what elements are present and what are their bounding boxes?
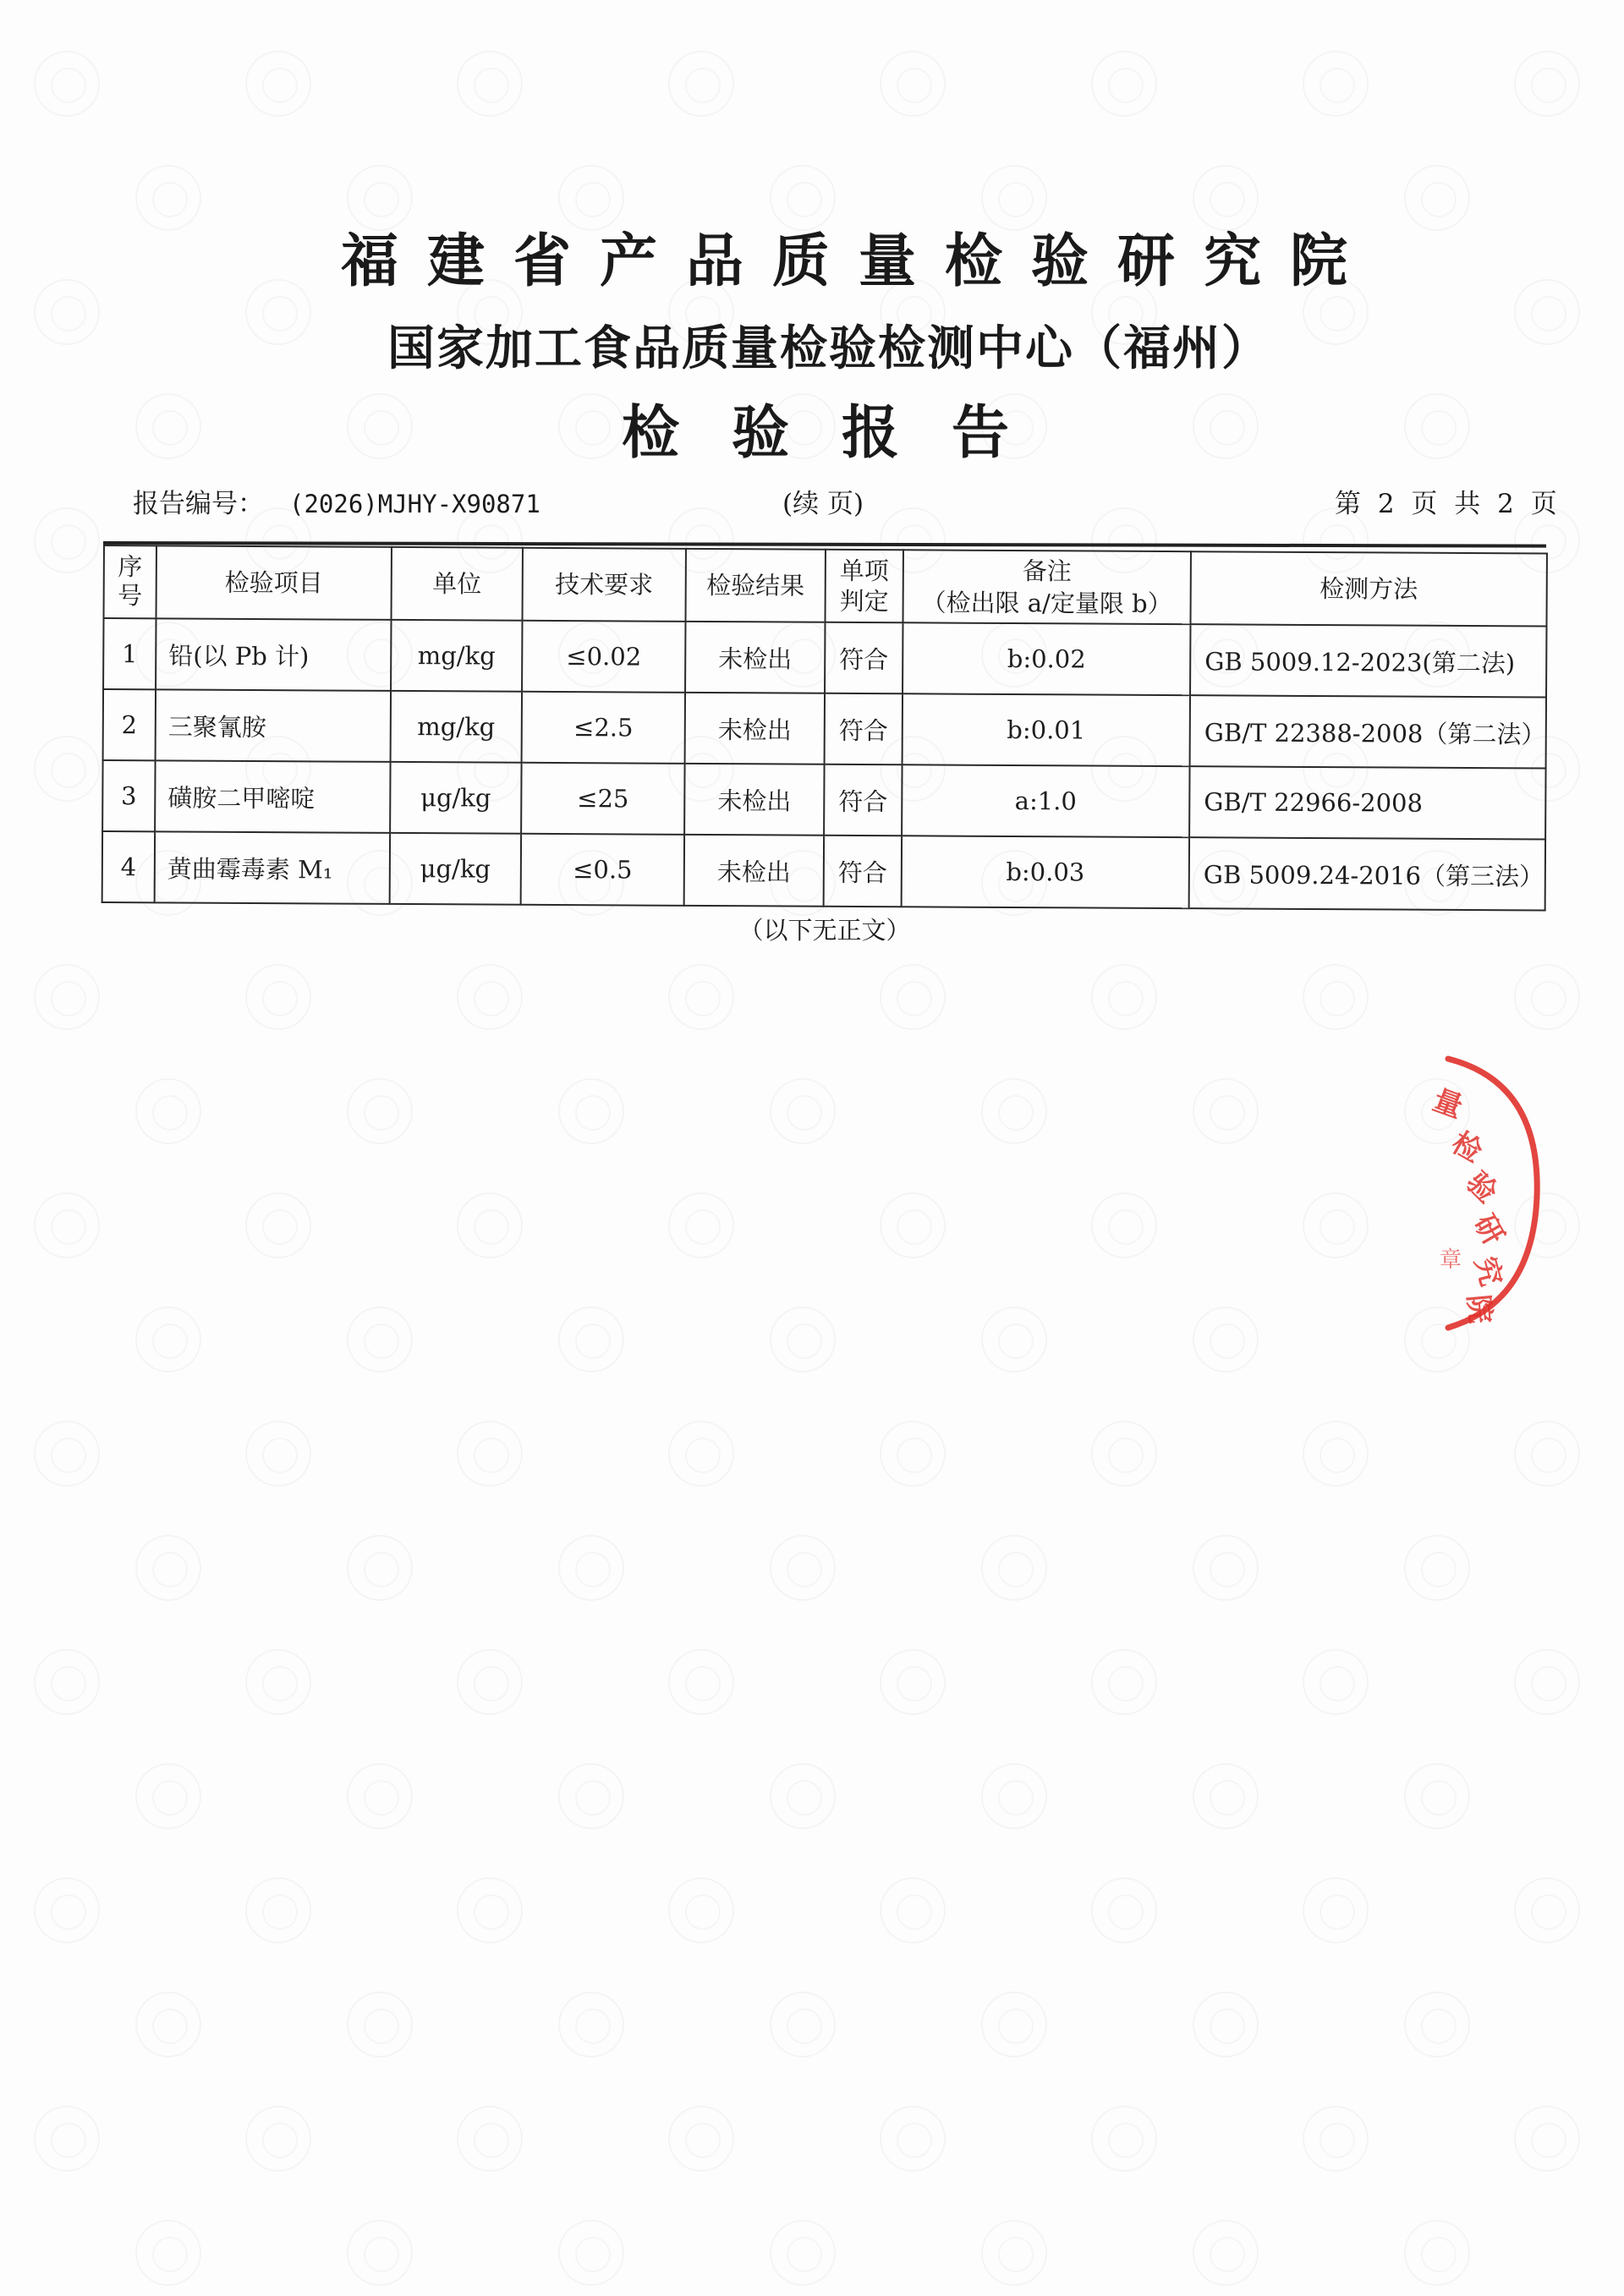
header-unit: 单位 [392,547,523,621]
watermark-mark [245,1192,311,1258]
cell-item: 黄曲霉毒素 M₁ [155,831,390,904]
report-number-label: 报告编号： [133,489,264,519]
center-title: 国家加工食品质量检验检测中心（福州） [387,321,1270,376]
watermark-mark [457,51,523,117]
watermark-mark [668,1192,734,1258]
watermark-mark [1091,51,1157,117]
watermark-mark [457,1192,523,1258]
svg-text:验: 验 [1459,1165,1504,1210]
watermark-mark [1091,2106,1157,2172]
official-seal [1414,1049,1550,1336]
watermark-mark [1303,964,1369,1030]
watermark-mark [457,1421,523,1487]
cell-method: GB/T 22966-2008 [1189,766,1545,839]
header-note [903,550,1190,624]
watermark-mark [34,1192,100,1258]
watermark-mark [245,1421,311,1487]
watermark-mark [770,2220,836,2286]
cell-unit: μg/kg [390,833,521,905]
watermark-mark [34,1421,100,1487]
watermark-mark [245,51,311,117]
cell-requirement: ≤0.5 [521,834,684,906]
watermark-mark [558,2220,624,2286]
watermark-mark [558,1307,624,1373]
institute-title: 福建省产品质量检验研究院 [340,228,1376,295]
cell-seq: 1 [103,618,156,689]
cell-method: GB 5009.12-2023(第二法) [1190,624,1546,697]
watermark-mark [34,2106,100,2172]
watermark-mark [245,2106,311,2172]
header-method: 检测方法 [1190,551,1546,626]
watermark-mark [981,2220,1047,2286]
watermark-mark [880,2106,946,2172]
watermark-mark [1514,51,1580,117]
watermark-mark [135,1535,201,1601]
watermark-mark [1404,1763,1470,1829]
watermark-mark [981,1992,1047,2058]
watermark-mark [981,1078,1047,1144]
svg-text:研: 研 [1467,1208,1511,1251]
header-item: 检验项目 [156,545,392,620]
watermark-mark [245,1649,311,1715]
watermark-mark [347,1763,413,1829]
watermark-mark [135,1078,201,1144]
watermark-mark [558,1078,624,1144]
watermark-mark [770,1535,836,1601]
watermark-mark [347,1535,413,1601]
continued-page-label: (续 页) [782,489,864,519]
watermark-mark [1404,1535,1470,1601]
watermark-mark [1514,1649,1580,1715]
cell-method: GB 5009.24-2016（第三法） [1189,837,1545,910]
cell-item: 三聚氰胺 [156,689,391,762]
watermark-mark [1193,1307,1259,1373]
watermark-mark [558,1992,624,2058]
cell-requirement: ≤0.02 [522,621,685,693]
watermark-mark [347,1078,413,1144]
watermark-mark [880,1421,946,1487]
watermark-mark [245,964,311,1030]
watermark-mark [981,1763,1047,1829]
watermark-mark [34,1877,100,1943]
watermark-mark [1303,1649,1369,1715]
watermark-mark [981,1535,1047,1601]
end-of-text-note: （以下无正文） [738,916,911,945]
cell-judgement: 符合 [824,836,902,907]
watermark-mark [135,1992,201,2058]
report-number-value: (2026)MJHY-X90871 [289,490,540,518]
watermark-mark [1193,1763,1259,1829]
watermark-mark [135,1763,201,1829]
cell-unit: mg/kg [391,620,522,692]
watermark-mark [1193,1535,1259,1601]
watermark-mark [770,1078,836,1144]
watermark-mark [1091,1649,1157,1715]
table-header-row [104,545,1547,627]
cell-note: b:0.02 [903,622,1190,695]
svg-text:章: 章 [1440,1247,1462,1273]
cell-note: b:0.03 [902,836,1189,908]
cell-result: 未检出 [685,693,825,764]
cell-requirement: ≤2.5 [522,692,685,764]
table-row [102,760,1545,840]
watermark-mark [981,1307,1047,1373]
watermark-mark [770,1992,836,2058]
watermark-mark [34,51,100,117]
watermark-mark [347,1307,413,1373]
watermark-mark [34,736,100,802]
cell-seq: 2 [103,689,156,760]
header-note-line1: 备注 [1022,556,1072,586]
watermark-mark [1193,2220,1259,2286]
cell-note: b:0.01 [903,693,1190,766]
watermark-mark [880,964,946,1030]
watermark-mark [558,1763,624,1829]
watermark-mark [457,2106,523,2172]
svg-text:院: 院 [1461,1293,1497,1325]
watermark-mark [1514,964,1580,1030]
watermark-mark [1091,1421,1157,1487]
watermark-mark [880,1192,946,1258]
watermark-mark [1404,2220,1470,2286]
watermark-mark [880,1877,946,1943]
watermark-mark [668,2106,734,2172]
svg-text:量: 量 [1428,1082,1468,1126]
watermark-mark [457,1649,523,1715]
watermark-mark [457,1877,523,1943]
results-table [102,545,1548,912]
cell-judgement: 符合 [825,693,903,765]
table-row [102,831,1545,911]
cell-item: 磺胺二甲嘧啶 [155,760,390,833]
watermark-mark [1514,2106,1580,2172]
watermark-mark [34,1649,100,1715]
cell-unit: mg/kg [391,691,522,763]
header-requirement: 技术要求 [523,548,686,622]
watermark-mark [1303,51,1369,117]
watermark-mark [1091,1192,1157,1258]
cell-seq: 4 [102,831,155,902]
header-seq: 序号 [104,545,156,618]
watermark-mark [880,1649,946,1715]
results-table-wrapper [102,545,1546,912]
cell-judgement: 符合 [824,764,902,836]
watermark-mark [1514,1421,1580,1487]
watermark-mark [668,51,734,117]
cell-item: 铅(以 Pb 计) [156,618,391,691]
table-row [103,689,1546,769]
svg-text:究: 究 [1468,1252,1508,1290]
cell-requirement: ≤25 [521,763,684,835]
watermark-mark [347,1992,413,2058]
watermark-mark [770,1307,836,1373]
watermark-mark [1193,1078,1259,1144]
watermark-mark [668,1877,734,1943]
header-note-line2: （检出限 a/定量限 b） [921,588,1172,619]
watermark-mark [558,1535,624,1601]
cell-judgement: 符合 [825,622,903,694]
report-number [133,482,540,520]
watermark-mark [135,2220,201,2286]
cell-unit: μg/kg [390,762,521,834]
watermark-mark [1303,1877,1369,1943]
watermark-mark [34,964,100,1030]
watermark-mark [880,51,946,117]
watermark-mark [668,1421,734,1487]
watermark-mark [770,1763,836,1829]
watermark-mark [1514,1877,1580,1943]
cell-result: 未检出 [685,622,825,693]
watermark-mark [1303,1192,1369,1258]
cell-result: 未检出 [684,835,824,907]
cell-result: 未检出 [684,764,824,836]
document-title: 检验报告 [621,400,1062,467]
watermark-mark [1091,1877,1157,1943]
watermark-mark [668,1649,734,1715]
watermark-mark [34,507,100,573]
cell-seq: 3 [102,760,155,831]
header-result: 检验结果 [686,549,826,622]
cell-method: GB/T 22388-2008（第二法） [1190,695,1546,768]
svg-text:检: 检 [1446,1126,1488,1170]
watermark-mark [1193,1992,1259,2058]
watermark-mark [1303,1421,1369,1487]
watermark-mark [457,964,523,1030]
cell-note: a:1.0 [902,764,1189,837]
watermark-mark [1303,2106,1369,2172]
table-row [103,618,1546,698]
header-judgement: 单项判定 [826,550,903,623]
watermark-mark [245,1877,311,1943]
watermark-mark [1091,964,1157,1030]
watermark-mark [1404,1992,1470,2058]
watermark-mark [347,2220,413,2286]
watermark-mark [668,964,734,1030]
page-info: 第 2 页 共 2 页 [1335,489,1557,519]
watermark-mark [135,1307,201,1373]
